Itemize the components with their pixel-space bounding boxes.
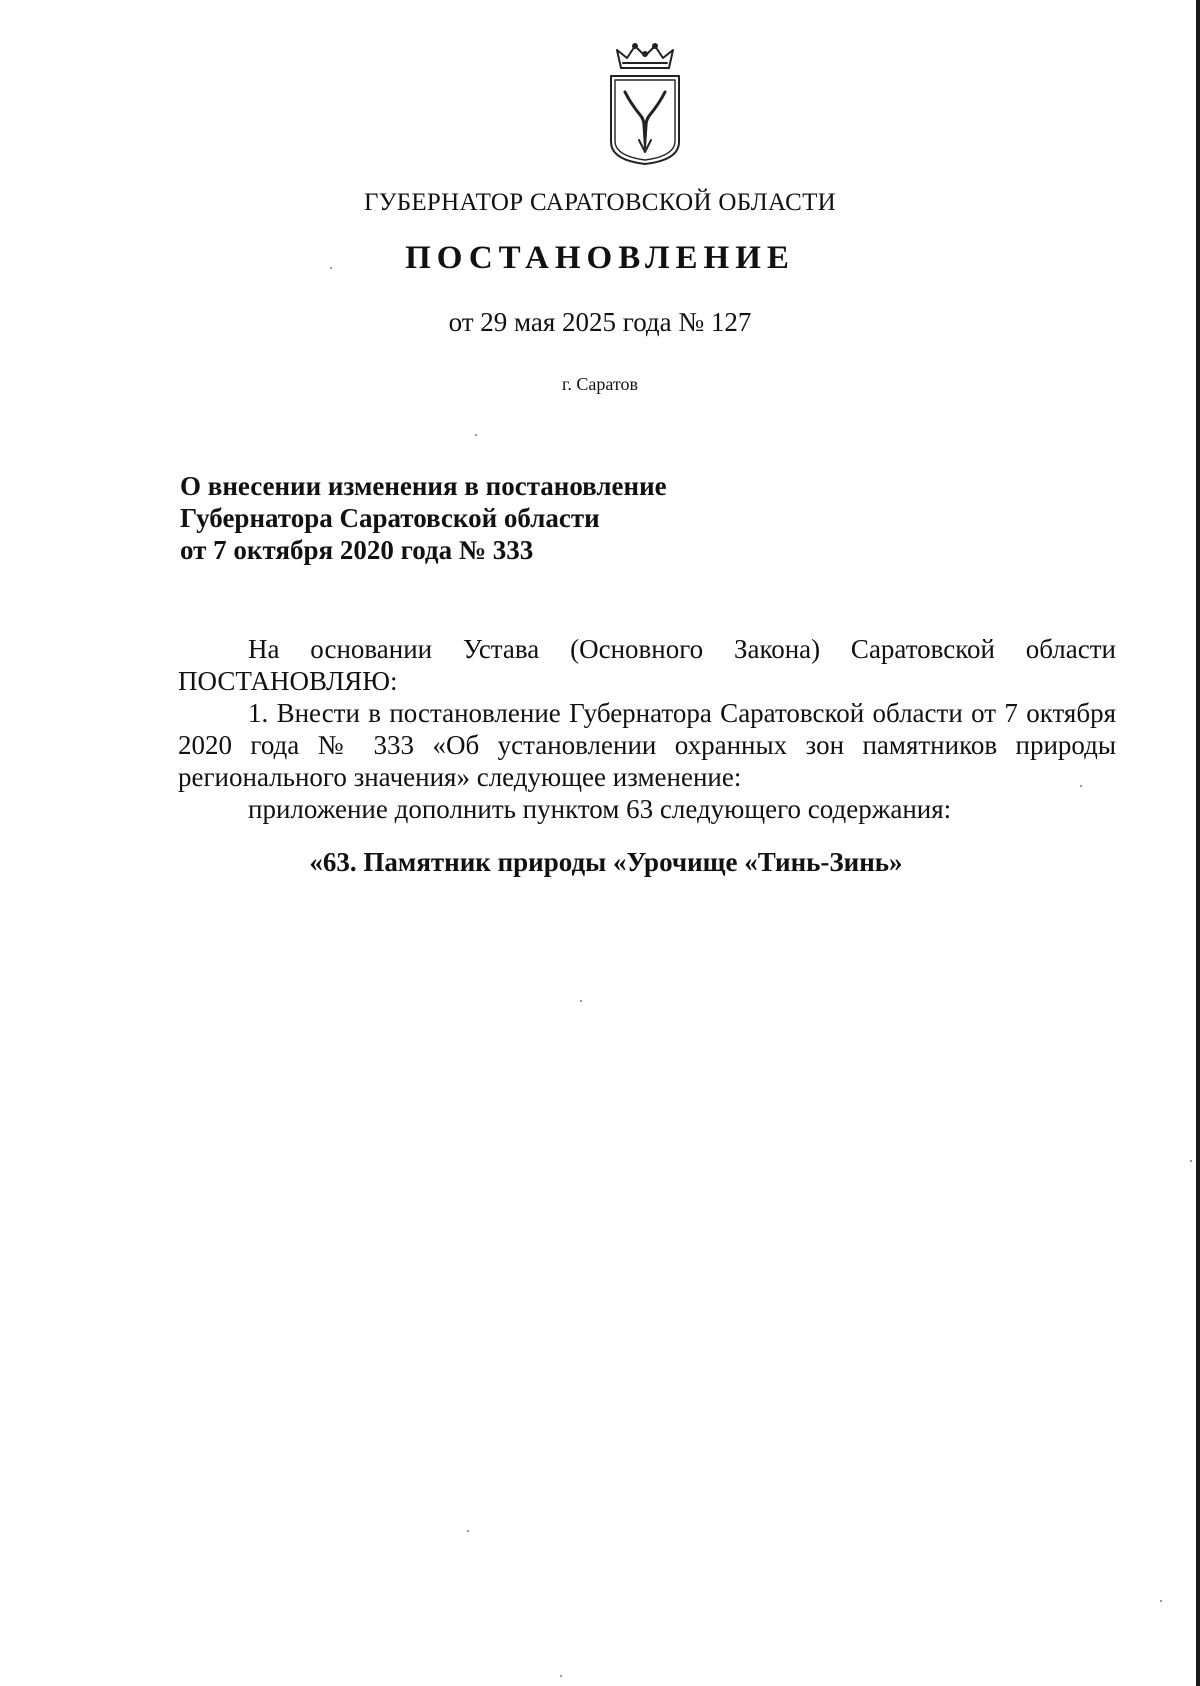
document-date-number: от 29 мая 2025 года № 127 [448, 307, 752, 337]
saratov-coat-of-arms-icon [605, 42, 685, 168]
subject-line: от 7 октября 2020 года № 333 [180, 535, 534, 565]
document-type: ПОСТАНОВЛЕНИЕ [405, 240, 795, 276]
scan-speck [1080, 785, 1082, 787]
subject-line: О внесении изменения в постановление [180, 471, 667, 501]
paragraph-item-1-line: 2020 года № 333 «Об установлении охранных зон памятников природы [178, 730, 1116, 760]
subject-line: Губернатора Саратовской области [180, 503, 600, 533]
paragraph-basis-line: ПОСТАНОВЛЯЮ: [178, 666, 398, 696]
scan-speck [467, 1530, 469, 1532]
document-body [178, 633, 1116, 825]
document-city: г. Саратов [562, 374, 638, 394]
scan-speck [475, 434, 477, 436]
scan-speck [1190, 1160, 1192, 1162]
scan-speck [580, 1000, 582, 1002]
paragraph-item-1-line: 1. Внести в постановление Губернатора Саратовской области от 7 октября [248, 698, 1116, 728]
amendment-item-title: «63. Памятник природы «Урочище «Тинь-Зинь» [309, 847, 903, 877]
scan-speck [560, 1675, 562, 1677]
scan-speck [330, 267, 332, 269]
issuing-authority: ГУБЕРНАТОР САРАТОВСКОЙ ОБЛАСТИ [363, 189, 837, 216]
document-subject [180, 470, 667, 566]
paragraph-basis-line: На основании Устава (Основного Закона) Саратовской области [248, 634, 1116, 664]
paragraph-item-1-line: регионального значения» следующее изменение: [178, 762, 742, 792]
paragraph-amendment: приложение дополнить пунктом 63 следующего содержания: [248, 794, 952, 824]
scan-speck [1160, 1600, 1162, 1602]
